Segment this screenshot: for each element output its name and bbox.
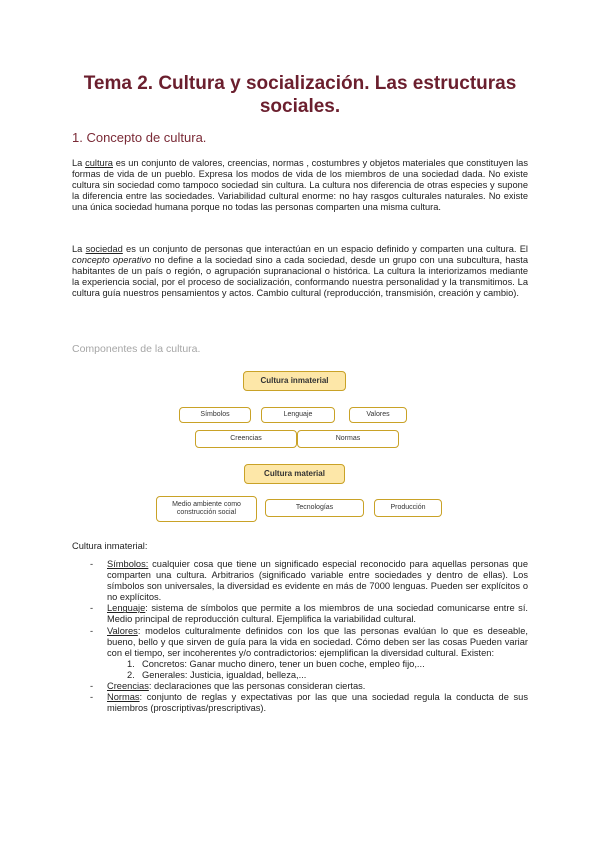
term-cultura: cultura (85, 158, 113, 168)
item-term: Valores (107, 625, 138, 636)
sub-item-text: Concretos: Ganar mucho dinero, tener un buen coche, empleo fijo,... (142, 658, 425, 669)
sub-item-generales (107, 670, 528, 681)
box-simbolos: Símbolos (179, 407, 251, 423)
item-text: : sistema de símbolos que permite a los miembros de una sociedad comunicarse entre sí. Medio principal de reproducción cultural. Ejemplifica la variabilidad cultural. (107, 603, 528, 625)
sub-item-number: 2. (127, 669, 135, 680)
paragraph-sociedad (72, 244, 528, 299)
p2-text-a: La (72, 244, 86, 254)
box-cultura-inmaterial: Cultura inmaterial (243, 371, 346, 391)
list-dash: - (90, 625, 94, 636)
item-term: Creencias (107, 681, 149, 692)
page-title: Tema 2. Cultura y socialización. Las estructuras sociales. (83, 73, 517, 117)
culture-components-diagram (150, 368, 450, 528)
components-heading: Componentes de la cultura. (72, 343, 201, 355)
item-term: Lenguaje (107, 603, 146, 614)
box-produccion: Producción (374, 499, 442, 517)
item-text: : declaraciones que las personas consideran ciertas. (148, 681, 366, 692)
p1-text-b: es un conjunto de valores, creencias, normas , costumbres y objetos materiales que constituyen las formas de vida de un pueblo. Expresa los modos de vida de los miembros de una sociedad dada. No existe cultura sin sociedad como tampoco sociedad sin cultura. La cultura nos diferencia de otras especies y supone la diferencia entre las sociedades. Variabilidad cultural enorme: no hay rasgos culturales naturales. No existe una única sociedad humana porque no todas las personas comparten una misma cultura. (72, 158, 528, 213)
list-item-simbolos (72, 559, 528, 603)
p1-text-a: La (72, 158, 86, 168)
sub-item-text: Generales: Justicia, igualdad, belleza,... (142, 669, 307, 680)
list-item-lenguaje (72, 603, 528, 625)
item-text: cualquier cosa que tiene un significado especial reconocido para aquellas personas que comparten una cultura. Arbitrarios (significado variable entre sociedades y dentro de ellas). Los símbolos son universales, la diversidad es evidente en más de 7000 lenguas. Pueden ser explícitos o no explícitos. (107, 559, 528, 603)
section-heading-concepto: 1. Concepto de cultura. (72, 130, 207, 145)
list-dash: - (90, 603, 94, 614)
term-concepto-operativo: concepto operativo (72, 255, 152, 266)
box-creencias: Creencias (195, 430, 297, 448)
p2-text-b: es un conjunto de personas que interactúan en un espacio definido y comparten una cultura. El (122, 244, 528, 254)
item-text: : conjunto de reglas y expectativas por las que una sociedad regula la conducta de sus miembros (proscriptivas/prescriptivas). (107, 692, 528, 714)
box-normas: Normas (297, 430, 399, 448)
valores-sublist (107, 659, 528, 681)
list-dash: - (90, 681, 94, 692)
list-item-creencias (72, 681, 528, 692)
components-list (72, 559, 528, 714)
box-lenguaje: Lenguaje (261, 407, 335, 423)
box-valores: Valores (349, 407, 407, 423)
box-tecnologias: Tecnologías (265, 499, 364, 517)
sub-item-number: 1. (127, 658, 135, 669)
item-term: Símbolos: (107, 559, 149, 569)
list-item-valores (72, 626, 528, 681)
cultura-inmaterial-label: Cultura inmaterial: (72, 541, 148, 551)
list-dash: - (90, 692, 94, 703)
term-sociedad: sociedad (85, 244, 123, 254)
paragraph-cultura (72, 158, 528, 213)
list-item-normas (72, 692, 528, 714)
p2-text-c: no define a la sociedad sino a cada sociedad, desde un grupo con una subcultura, hasta habitantes de un país o región, o agrupación supranacional o histórica. La cultura la interiorizamos mediante la experiencia social, por el proceso de socialización, conformando nuestra personalidad y la transmitimos. La cultura guía nuestros pensamientos y actos. Cambio cultural (reproducción, transmisión, creación y cambio). (72, 255, 528, 299)
box-medio-ambiente: Medio ambiente como construcción social (156, 496, 257, 522)
box-cultura-material: Cultura material (244, 464, 345, 484)
list-dash: - (90, 559, 94, 569)
item-text: : modelos culturalmente definidos con los que las personas evalúan lo que es deseable, bueno, bello y que sirven de guía para la vida en sociedad. Cómo deben ser las cosas Pueden variar con el tiempo, ser incoherentes y/o contradictorios: ejemplifican la diversidad cultural. Existen: (107, 625, 528, 658)
sub-item-concretos (107, 659, 528, 670)
item-term: Normas (107, 692, 140, 703)
